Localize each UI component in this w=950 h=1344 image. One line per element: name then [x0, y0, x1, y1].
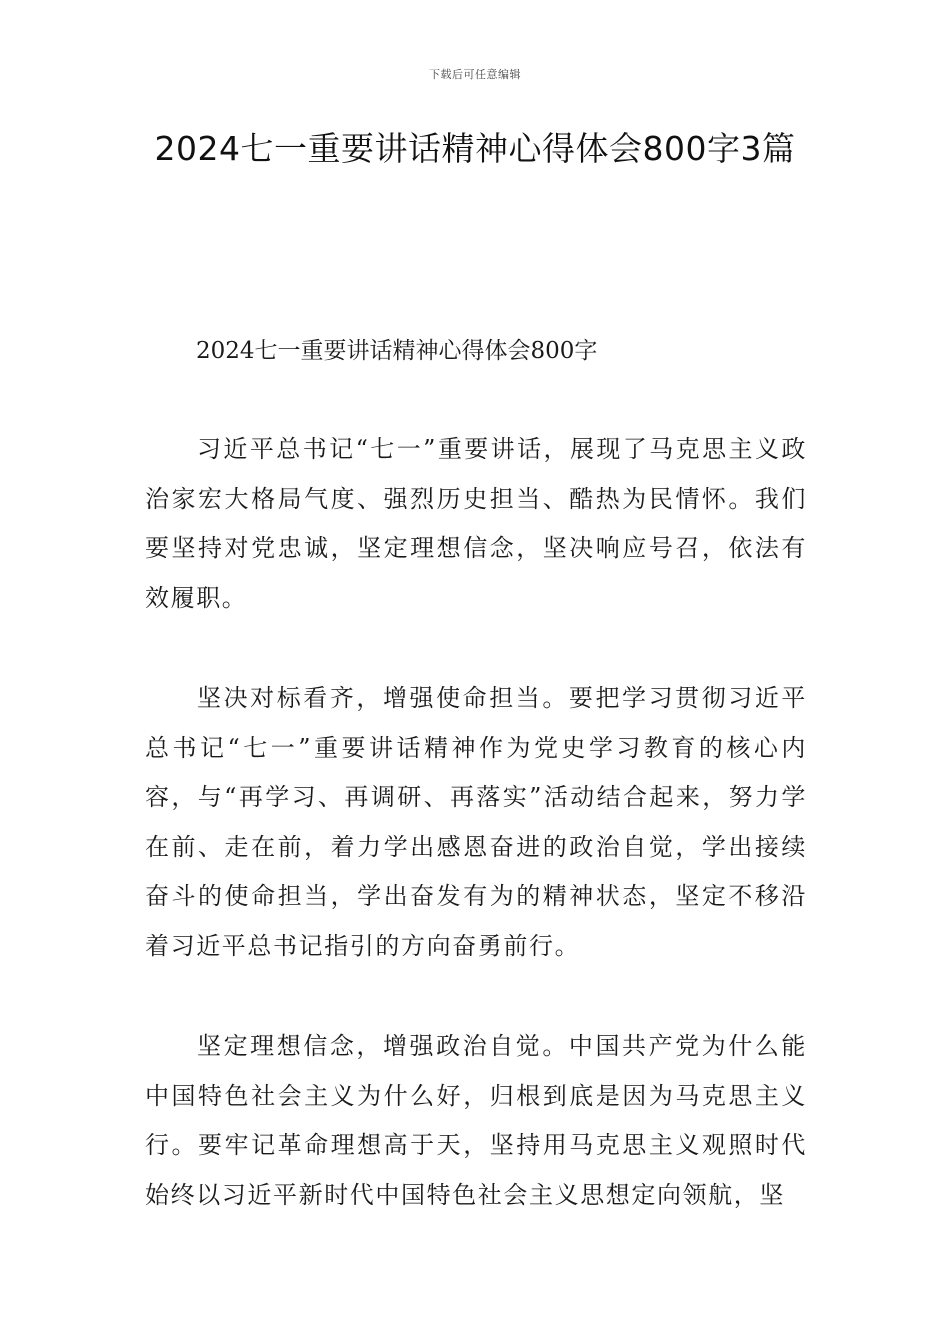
paragraph-1: 习近平总书记“七一”重要讲话，展现了马克思主义政治家宏大格局气度、强烈历史担当、酷热为民情怀。我们要坚持对党忠诚，坚定理想信念，坚决响应号召，依法有效履职。 — [145, 435, 807, 612]
paragraph-2: 坚决对标看齐，增强使命担当。要把学习贯彻习近平总书记“七一”重要讲话精神作为党史学习教育的核心内容，与“再学习、再调研、再落实”活动结合起来，努力学在前、走在前，着力学出感恩奋进的政治自觉，学出接续奋斗的使命担当，学出奋发有为的精神状态，坚定不移沿着习近平总书记指引的方向奋勇前行。 — [145, 684, 807, 960]
header-note: 下载后可任意编辑 — [429, 68, 521, 81]
document-title: 2024七一重要讲话精神心得体会800字3篇 — [154, 129, 796, 168]
paragraph-3: 坚定理想信念，增强政治自觉。中国共产党为什么能中国特色社会主义为什么好，归根到底是因为马克思主义行。要牢记革命理想高于天，坚持用马克思主义观照时代始终以习近平新时代中国特色社会主义思想定向领航，坚 — [145, 1032, 807, 1209]
document-subtitle: 2024七一重要讲话精神心得体会800字 — [196, 338, 598, 364]
